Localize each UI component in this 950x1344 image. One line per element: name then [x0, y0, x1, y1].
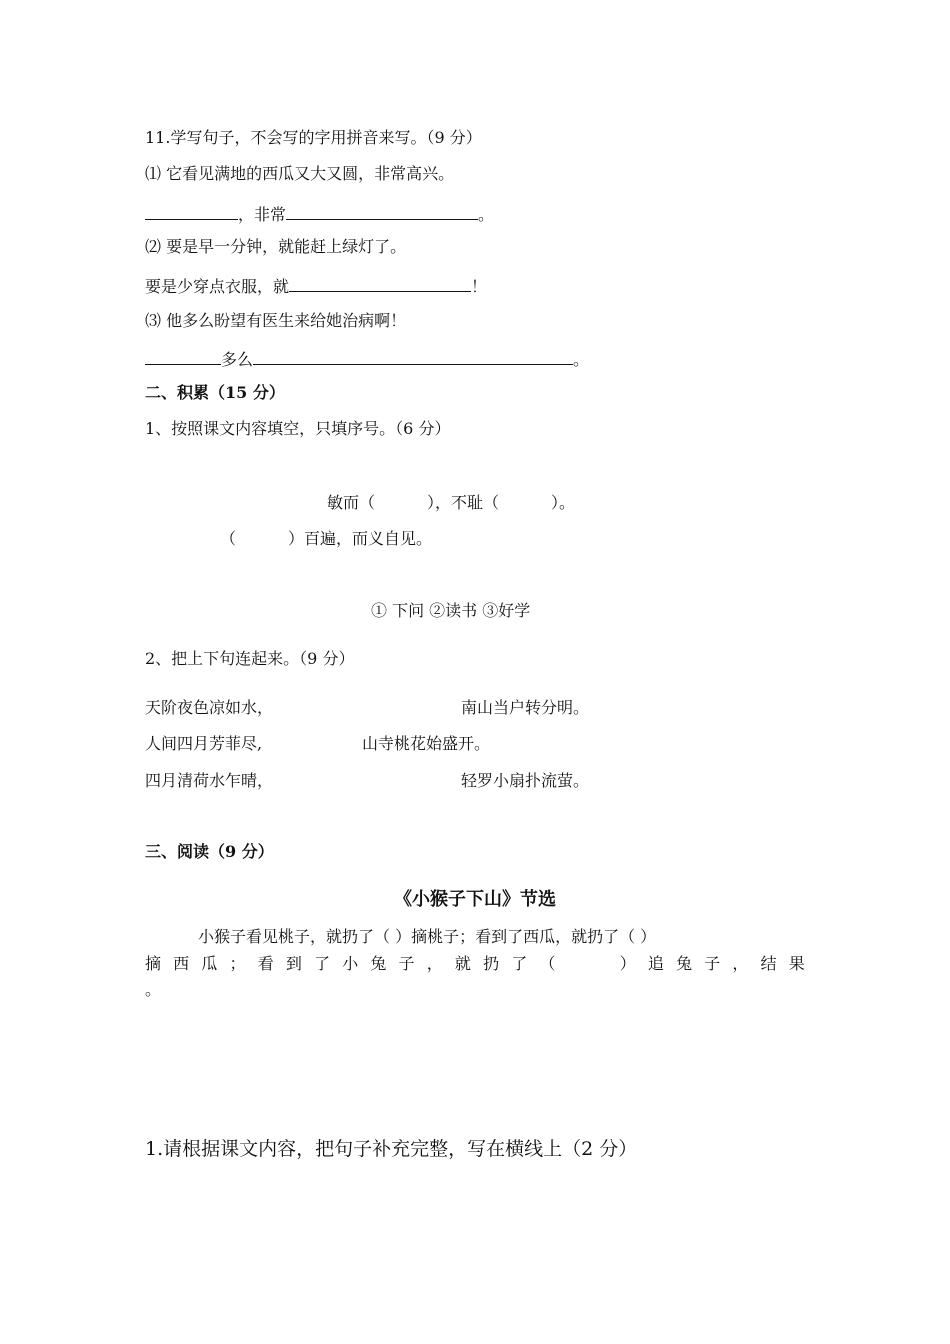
passage-char: 子: [704, 954, 721, 973]
passage-char: 到: [285, 954, 302, 973]
sentence-1-end: 。: [478, 205, 495, 224]
sentence-1-example: ⑴ 它看见满地的西瓜又大又圆，非常高兴。: [145, 164, 455, 183]
sentence-2-prefix: 要是少穿点衣服，就: [145, 277, 290, 296]
sentence-3-answer-line: [145, 346, 589, 371]
passage-char: 看: [257, 954, 274, 973]
passage-char: 摘: [145, 954, 162, 973]
sentence-2-example: ⑵ 要是早一分钟，就能赶上绿灯了。: [145, 237, 407, 256]
answer-options: ① 下问 ②读书 ③好学: [371, 601, 531, 620]
answer-blank[interactable]: [145, 346, 221, 365]
passage-char: 西: [173, 954, 190, 973]
passage-char: 结: [760, 954, 777, 973]
passage-line-1: 小猴子看见桃子，就扔了（ ）摘桃子；看到了西瓜，就扔了（ ）: [198, 927, 657, 946]
fill-text: ），不耻（: [427, 493, 500, 512]
passage-char: 兔: [370, 954, 387, 973]
section-2-heading: 二、积累（15 分）: [145, 383, 285, 402]
match-right-item[interactable]: 南山当户转分明。: [461, 698, 590, 717]
passage-title: 《小猴子下山》节选: [394, 889, 556, 910]
passage-char: 就: [454, 954, 471, 973]
sentence-3-example: ⑶ 他多么盼望有医生来给她治病啊！: [145, 311, 407, 330]
fill-in-line-2: [220, 528, 432, 550]
passage-char: 小: [342, 954, 359, 973]
passage-char: 扔: [483, 954, 500, 973]
sentence-2-answer-line: [145, 273, 487, 298]
passage-char: 果: [788, 954, 805, 973]
passage-char: 瓜: [201, 954, 218, 973]
answer-blank[interactable]: [253, 346, 573, 365]
sentence-2-end: ！: [471, 277, 488, 296]
passage-char: 了: [511, 954, 528, 973]
question-2-title: 2、把上下句连起来。（9 分）: [145, 649, 355, 668]
fill-text: ）。: [551, 493, 576, 512]
passage-char: ；: [229, 954, 246, 973]
sentence-1-connector: ，非常: [238, 205, 287, 224]
reading-question-1: 1.请根据课文内容，把句子补充完整，写在横线上（2 分）: [145, 1138, 638, 1160]
passage-char: 子: [398, 954, 415, 973]
fill-in-line-1: [327, 492, 575, 514]
question-11-title: 11.学写句子，不会写的字用拼音来写。（9 分）: [145, 128, 482, 147]
section-3-heading: 三、阅读（9 分）: [145, 842, 274, 861]
passage-char: （: [539, 954, 556, 973]
fill-text: 敏而（: [327, 493, 376, 512]
fill-text: （: [220, 529, 237, 548]
question-1-title: 1、按照课文内容填空，只填序号。（6 分）: [145, 419, 451, 438]
passage-char: 追: [647, 954, 664, 973]
match-left-item: 天阶夜色凉如水，: [145, 698, 274, 717]
fill-text: ）百遍，而义自见。: [288, 529, 433, 548]
passage-char: ，: [426, 954, 443, 973]
sentence-3-end: 。: [573, 350, 590, 369]
match-left-item: 四月清荷水乍晴，: [145, 771, 274, 790]
match-left-item: 人间四月芳菲尽,: [145, 734, 263, 753]
passage-line-3: 。: [145, 980, 162, 999]
passage-line-2: [145, 953, 805, 975]
fill-blank[interactable]: [568, 953, 608, 975]
passage-char: 了: [314, 954, 331, 973]
answer-blank[interactable]: [289, 273, 471, 292]
passage-char: ，: [732, 954, 749, 973]
passage-char: ）: [619, 954, 636, 973]
match-right-item[interactable]: 山寺桃花始盛开。: [362, 734, 491, 753]
answer-blank[interactable]: [286, 201, 478, 220]
answer-blank[interactable]: [145, 201, 238, 220]
sentence-3-connector: 多么: [221, 350, 254, 369]
match-right-item[interactable]: 轻罗小扇扑流萤。: [461, 771, 590, 790]
sentence-1-answer-line: [145, 201, 494, 226]
passage-char: 兔: [676, 954, 693, 973]
